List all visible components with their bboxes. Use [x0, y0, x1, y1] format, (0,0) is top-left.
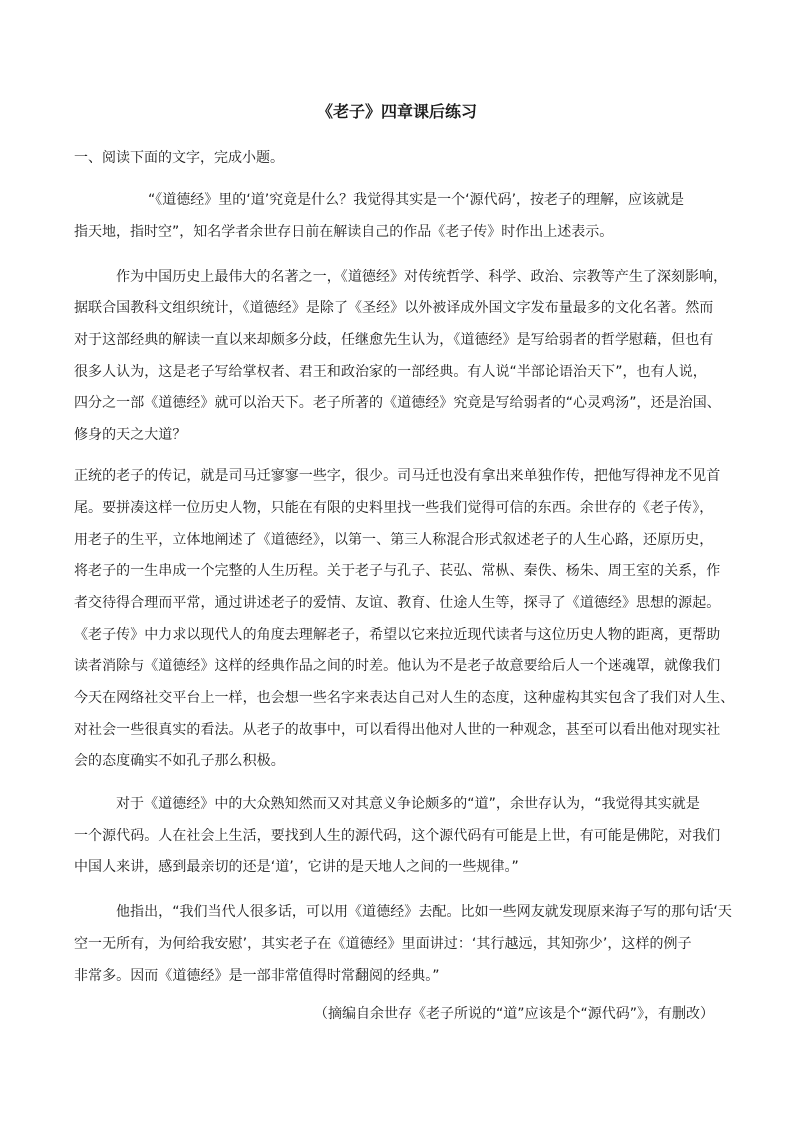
paragraph-2-line-3: 对于这部经典的解读一直以来却颇多分歧，任继愈先生认为，《道德经》是写给弱者的哲学慰藉，但也有: [74, 332, 714, 348]
paragraph-5-line-1: 他指出，“我们当代人很多话，可以用《道德经》去配。比如一些网友就发现原来海子写的那句话‘天: [116, 904, 732, 920]
paragraph-4-line-1: 对于《道德经》中的大众熟知然而又对其意义争论颇多的“道”，余世存认为，“我觉得其实就是: [116, 796, 700, 812]
paragraph-3-line-6: 《老子传》中力求以现代人的角度去理解老子，希望以它来拉近现代读者与这位历史人物的距离，更帮助: [74, 627, 721, 643]
paragraph-3-line-2: 尾。要拼凑这样一位历史人物，只能在有限的史料里找一些我们觉得可信的东西。余世存的《老子传》，: [74, 500, 714, 516]
paragraph-2-line-6: 修身的天之大道？: [74, 427, 187, 443]
paragraph-2-line-2: 据联合国教科文组织统计，《道德经》是除了《圣经》以外被译成外国文字发布量最多的文化名著。然而: [74, 300, 714, 316]
paragraph-5-line-2: 空一无所有，为何给我安慰’，其实老子在《道德经》里面讲过：‘其行越远，其知弥少’，这样的例子: [74, 936, 692, 952]
paragraph-1-line-1: “《道德经》里的‘道’究竟是什么？我觉得其实是一个‘源代码’，按老子的理解，应该就是: [148, 192, 685, 208]
page-title: 《老子》四章课后练习: [316, 102, 477, 121]
paragraph-2-line-5: 四分之一部《道德经》就可以治天下。老子所著的《道德经》究竟是写给弱者的“心灵鸡汤”，还是治国、: [74, 395, 721, 411]
paragraph-2-line-4: 很多人认为，这是老子写给掌权者、君王和政治家的一部经典。有人说“半部论语治天下”，也有人说，: [74, 364, 707, 380]
paragraph-3-line-8: 今天在网络社交平台上一样，也会想一些名字来表达自己对人生的态度，这种虚构其实包含了我们对人生、: [74, 690, 735, 706]
paragraph-3-line-1: 正统的老子的传记，就是司马迁寥寥一些字，很少。司马迁也没有拿出来单独作传，把他写得神龙不见首: [74, 468, 721, 484]
section-heading: 一、阅读下面的文字，完成小题。: [74, 150, 284, 166]
paragraph-3-line-3: 用老子的生平，立体地阐述了《道德经》，以第一、第三人称混合形式叙述老子的人生心路，还原历史，: [74, 532, 714, 548]
paragraph-3-line-7: 读者消除与《道德经》这样的经典作品之间的时差。他认为不是老子故意要给后人一个迷魂罩，就像我们: [74, 658, 721, 674]
paragraph-5-line-3: 非常多。因而《道德经》是一部非常值得时常翻阅的经典。”: [74, 968, 440, 984]
paragraph-3-line-10: 会的态度确实不如孔子那么积极。: [74, 753, 285, 769]
paragraph-4-line-2: 一个源代码。人在社会上生活，要找到人生的源代码，这个源代码有可能是上世，有可能是佛陀，对我们: [74, 828, 721, 844]
paragraph-3-line-4: 将老子的一生串成一个完整的人生历程。关于老子与孔子、苌弘、常枞、秦佚、杨朱、周王室的关系，作: [74, 563, 721, 579]
paragraph-1-line-2: 指天地，指时空”，知名学者余世存日前在解读自己的作品《老子传》时作出上述表示。: [74, 224, 614, 240]
source-citation: （摘编自余世存《老子所说的“道”应该是个“源代码”》，有删改）: [313, 1006, 714, 1022]
paragraph-4-line-3: 中国人来讲，感到最亲切的还是‘道’，它讲的是天地人之间的一些规律。”: [74, 859, 519, 875]
paragraph-3-line-9: 对社会一些很真实的看法。从老子的故事中，可以看得出他对人世的一种观念，甚至可以看出他对现实社: [74, 722, 721, 738]
paragraph-3-line-5: 者交待得合理而平常，通过讲述老子的爱情、友谊、教育、仕途人生等，探寻了《道德经》思想的源起。: [74, 595, 721, 611]
paragraph-2-line-1: 作为中国历史上最伟大的名著之一，《道德经》对传统哲学、科学、政治、宗教等产生了深刻影响，: [116, 269, 728, 285]
